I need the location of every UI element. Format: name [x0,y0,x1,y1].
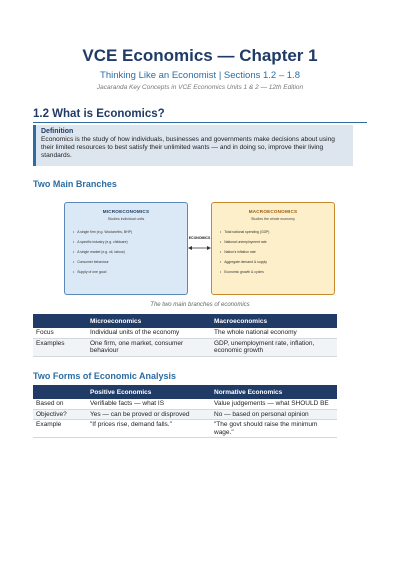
branches-heading: Two Main Branches [33,179,117,189]
table-row [33,328,337,338]
diagram-caption: The two main branches of economics [150,302,250,308]
micro-item: • Consumer behaviour [73,257,187,267]
table-cell: Value judgements — what SHOULD BE [211,399,337,409]
document-title: VCE Economics — Chapter 1 [82,46,318,65]
table-cell: No — based on personal opinion [211,409,337,420]
table-cell: "The govt should raise the minimum wage." [211,420,337,438]
micro-list [65,227,187,277]
table-row [33,399,337,409]
microeconomics-box [64,202,188,295]
section-heading: 1.2 What is Economics? [33,108,367,123]
table-cell: Example [33,420,87,438]
micro-item: • A single market (e.g. oil, labour) [73,247,187,257]
diagram-center-label: ECONOMICS [188,236,211,240]
table-cell: Yes — can be proved or disproved [87,409,211,420]
forms-heading: Two Forms of Economic Analysis [33,371,177,381]
table-row [33,338,337,356]
micro-item: • A specific industry (e.g. childcare) [73,237,187,247]
table-cell: Objective? [33,409,87,420]
table-cell: Examples [33,338,87,356]
macroeconomics-box [211,202,335,295]
table-header-cell: Positive Economics [87,385,211,399]
micro-item: • A single firm (e.g. Woolworths, BHP) [73,227,187,237]
table-cell: The whole national economy [211,328,337,338]
table-header-cell: Macroeconomics [211,314,337,328]
table-cell: One firm, one market, consumer behaviour [87,338,211,356]
table-cell: Verifiable facts — what IS [87,399,211,409]
table-cell: GDP, unemployment rate, inflation, economic growth [211,338,337,356]
micro-item: • Supply of one good [73,267,187,277]
macro-subtitle: Studies the whole economy [251,217,295,221]
macro-item: • Aggregate demand & supply [220,257,334,267]
micro-subtitle: Studies individual units [107,217,145,221]
macro-item: • National unemployment rate [220,237,334,247]
table-row [33,420,337,438]
macro-item: • Economic growth & cycles [220,267,334,277]
macro-list [212,227,334,277]
table-cell: Individual units of the economy [87,328,211,338]
macro-item: • Nation's inflation rate [220,247,334,257]
macro-title: MACROECONOMICS [248,209,298,214]
table-row [33,409,337,420]
table-header-cell: Normative Economics [211,385,337,399]
document-subtitle: Thinking Like an Economist | Sections 1.2 – 1.8 [100,70,300,81]
definition-text: Economics is the study of how individuals, businesses and governments make decisions about using their limited resources to best satisfy their unlimited wants — and in doing so, improve their living standards. [41,136,335,159]
micro-title: MICROECONOMICS [102,209,150,214]
definition-label: Definition [41,128,74,135]
branches-table [33,314,337,357]
macro-item: • Total national spending (GDP) [220,227,334,237]
table-cell: "If prices rise, demand falls." [87,420,211,438]
table-header-row [33,385,337,399]
table-cell: Based on [33,399,87,409]
source-note: Jacaranda Key Concepts in VCE Economics Units 1 & 2 — 12th Edition [96,84,304,91]
table-cell: Focus [33,328,87,338]
definition-box [33,125,353,166]
table-header-cell [33,314,87,328]
table-header-cell [33,385,87,399]
table-header-cell: Microeconomics [87,314,211,328]
table-header-row [33,314,337,328]
forms-table [33,385,337,438]
double-arrow-icon [188,243,211,253]
